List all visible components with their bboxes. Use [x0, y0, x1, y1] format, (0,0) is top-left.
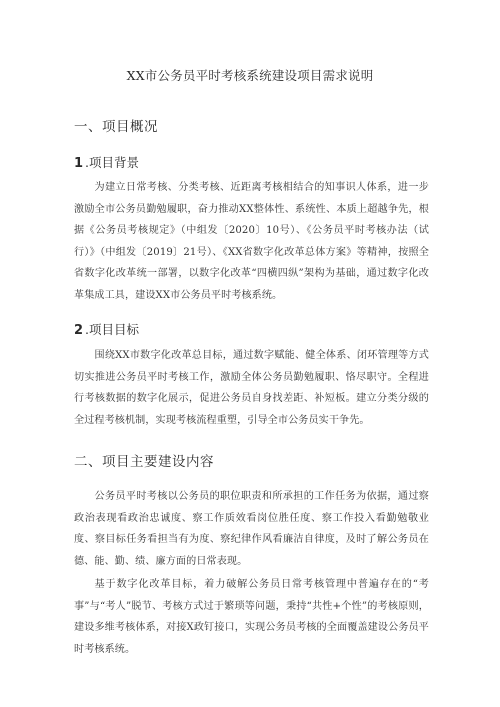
paragraph-construction-1: 公务员平时考核以公务员的职位职责和所承担的工作任务为依据，通过察政治表现看政治忠诚度、察工作质效看岗位胜任度、察工作投入看勤勉敬业度、察目标任务看担当有为度、察纪律作风看廉洁自律度，及时了解公务员在德、能、勤、绩、廉方面的日常表现。: [74, 491, 429, 567]
paragraph-background: 为建立日常考核、分类考核、近距离考核相结合的知事识人体系，进一步激励全市公务员勤勉履职，奋力推动XX整体性、系统性、本质上超越争先，根据《公务员考核规定》（中组发〔2020〕10号）、《公务员平时考核办法（试行）》（中组发〔2019〕21号）、《XX省数字化改革总体方案》等精神，按照全省数字化改革统一部署，以数字化改革“四横四纵”架构为基础，通过数字化改革集成工具，建设XX市公务员平时考核系统。: [74, 182, 429, 301]
paragraph-construction-2: 基于数字化改革目标，着力破解公务员日常考核管理中普遍存在的“考事”与“考人”脱节、考核方式过于繁琐等问题，秉持“共性+个性”的考核原则，建设多维考核体系，对接X政钉接口，实现公务员考核的全面覆盖建设公务员平时考核系统。: [74, 579, 429, 655]
subsection-number: 2: [74, 323, 84, 338]
subsection-heading-background: [74, 153, 139, 171]
subsection-title: .项目目标: [85, 322, 140, 337]
subsection-number: 1: [74, 156, 84, 171]
section-heading-overview: 一、项目概况: [74, 119, 158, 135]
subsection-title: .项目背景: [85, 155, 140, 170]
paragraph-goals: 围绕XX市数字化改革总目标，通过数字赋能、健全体系、闭环管理等方式切实推进公务员平时考核工作，激励全体公务员勤勉履职、恪尽职守。全程进行考核数据的数字化展示，促进公务员自身找差距、补短板。建立分类分级的全过程考核机制，实现考核流程重塑，引导全市公务员实干争先。: [74, 350, 429, 426]
section-heading-construction: 二、项目主要建设内容: [74, 454, 214, 470]
subsection-heading-goals: [74, 320, 139, 338]
document-title: XX市公务员平时考核系统建设项目需求说明: [126, 68, 374, 83]
